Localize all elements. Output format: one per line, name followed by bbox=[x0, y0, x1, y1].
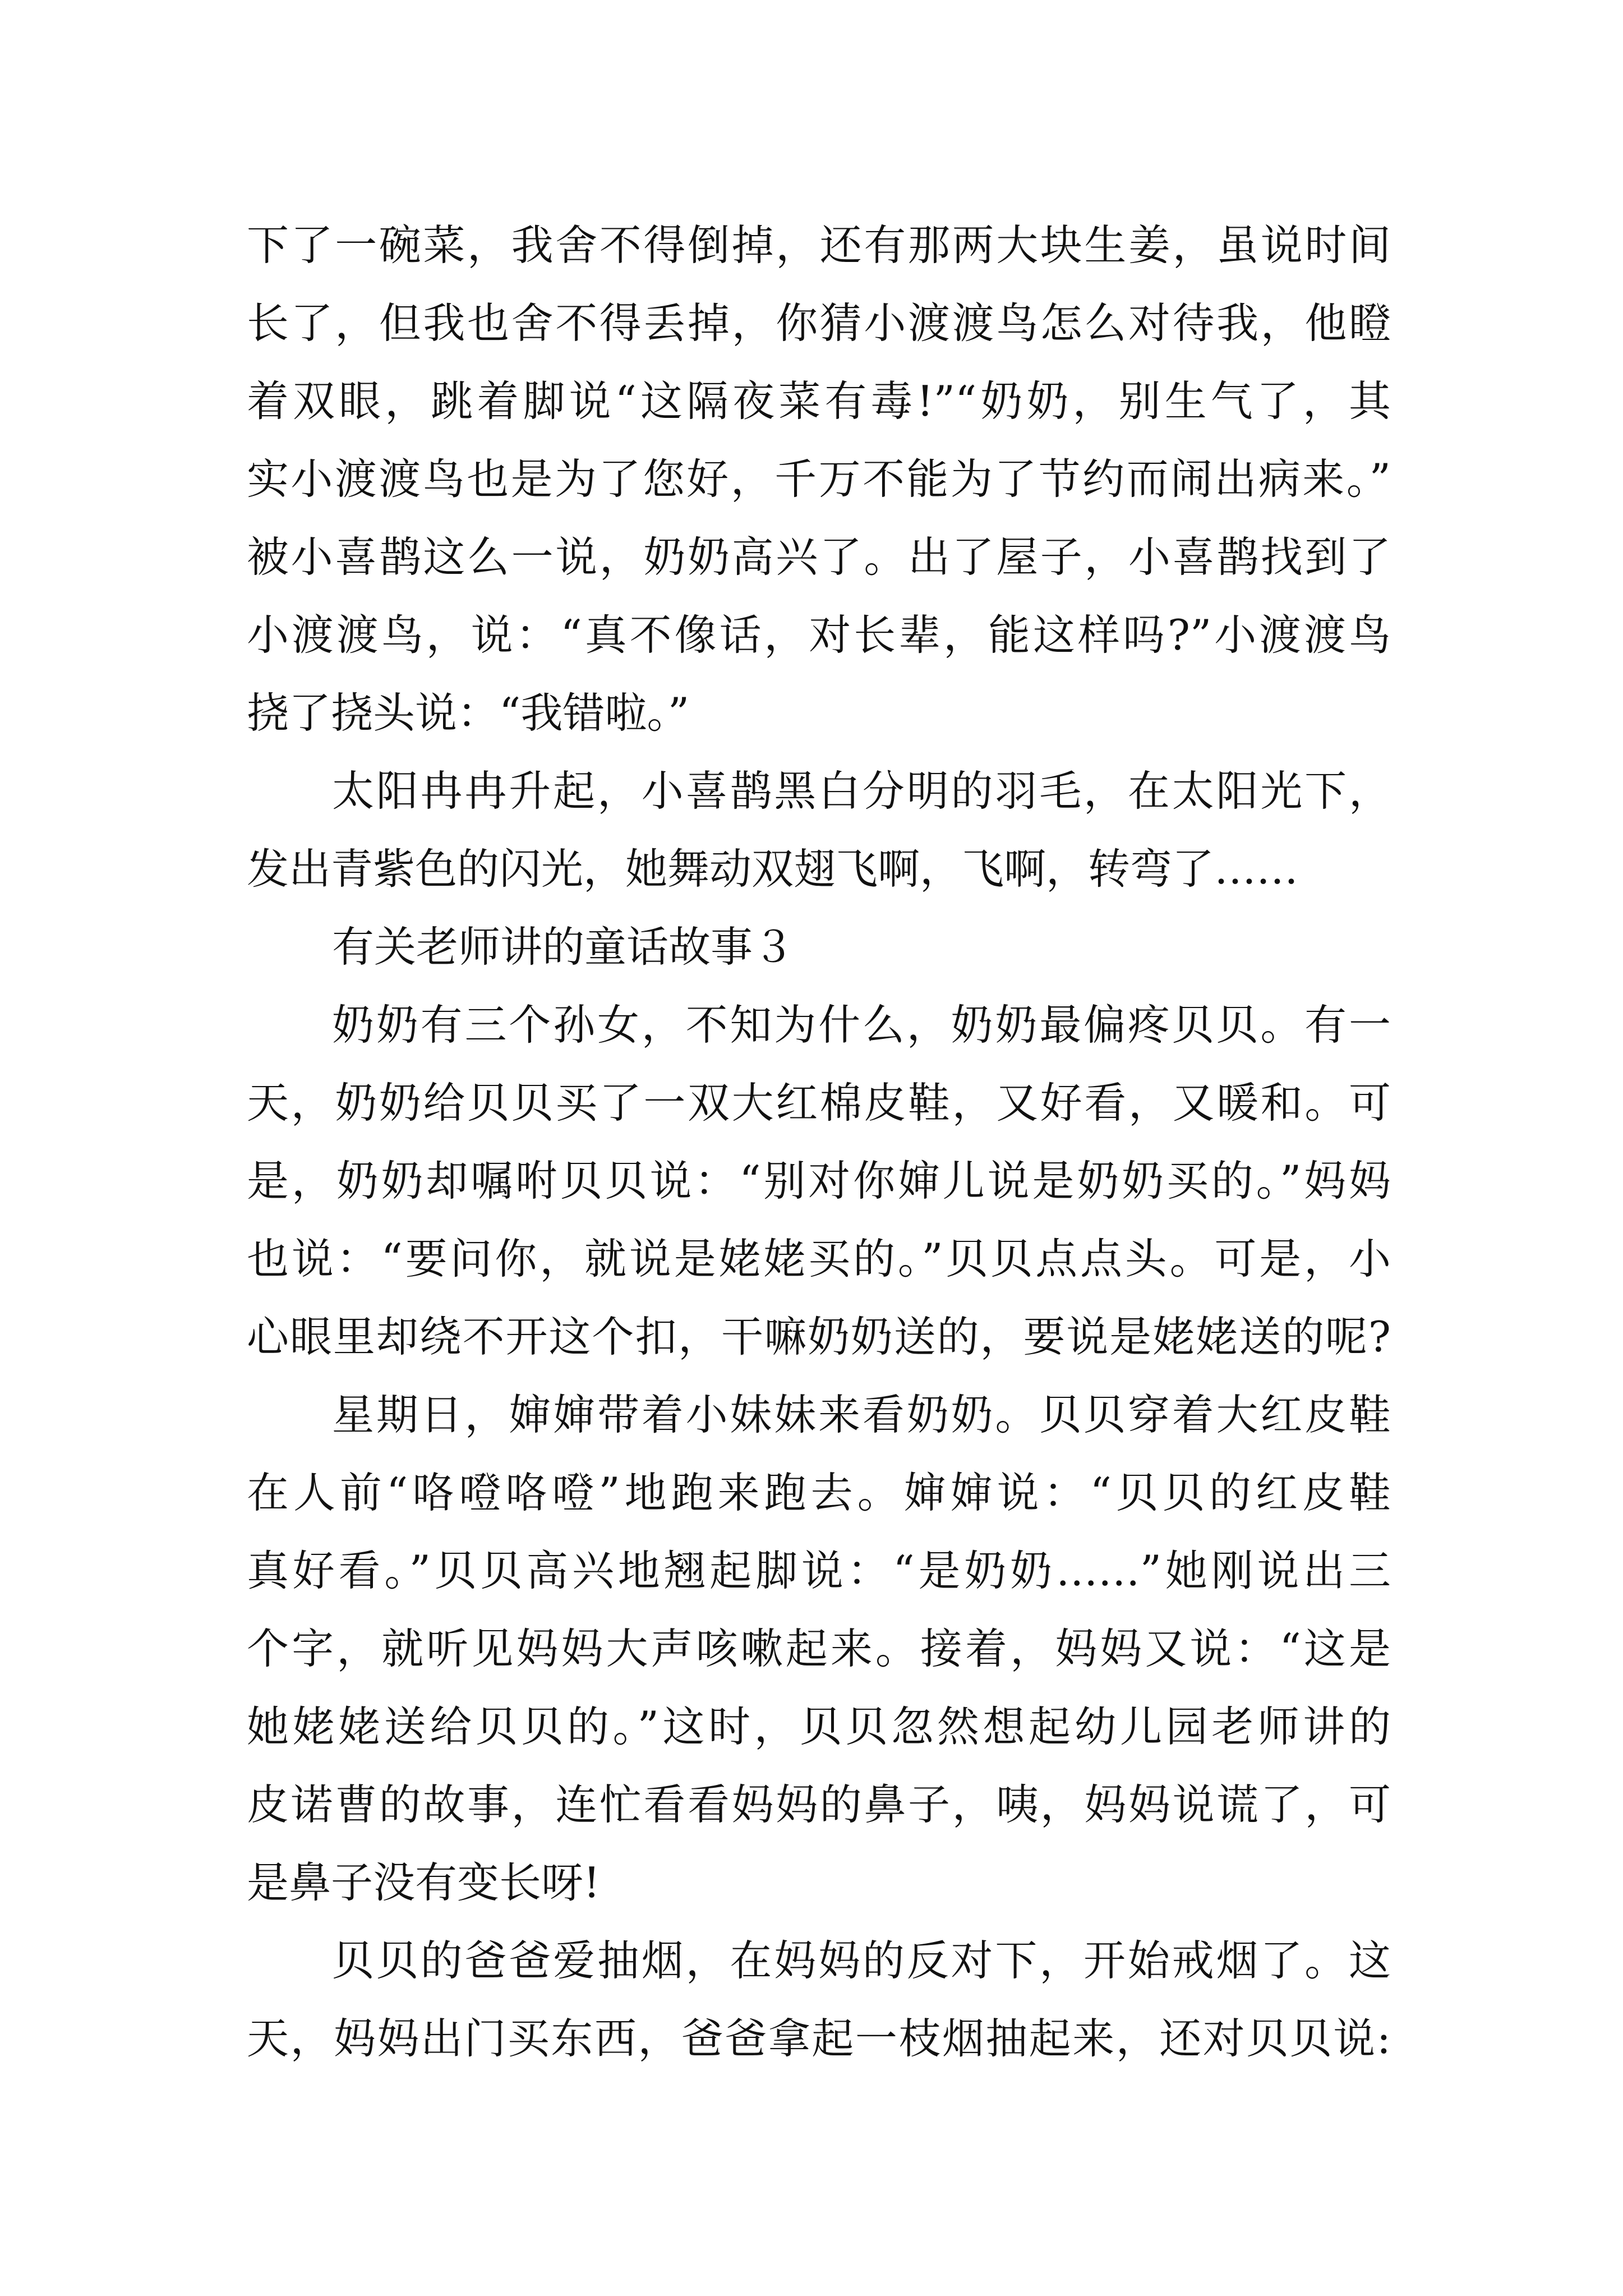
text-line: 皮诺曹的故事，连忙看看妈妈的鼻子，咦，妈妈说谎了，可 bbox=[247, 1780, 1391, 1829]
text-line: 个字，就听见妈妈大声咳嗽起来。接着，妈妈又说：“这是 bbox=[247, 1624, 1391, 1673]
text-line: 小渡渡鸟，说：“真不像话，对长辈，能这样吗?”小渡渡鸟 bbox=[247, 610, 1391, 660]
text-line: 星期日，婶婶带着小妹妹来看奶奶。贝贝穿着大红皮鞋 bbox=[332, 1390, 1391, 1439]
text-line: 挠了挠头说：“我错啦。” bbox=[247, 688, 690, 738]
text-line: 贝贝的爸爸爱抽烟，在妈妈的反对下，开始戒烟了。这 bbox=[332, 1936, 1391, 1985]
text-line: 是，奶奶却嘱咐贝贝说：“别对你婶儿说是奶奶买的。”妈妈 bbox=[247, 1156, 1391, 1205]
text-line: 太阳冉冉升起，小喜鹊黑白分明的羽毛，在太阳光下， bbox=[332, 766, 1391, 816]
text-line: 被小喜鹊这么一说，奶奶高兴了。出了屋子，小喜鹊找到了 bbox=[247, 532, 1391, 582]
text-line: 下了一碗菜，我舍不得倒掉，还有那两大块生姜，虽说时间 bbox=[247, 220, 1391, 270]
text-line: 在人前“咯噔咯噔”地跑来跑去。婶婶说：“贝贝的红皮鞋 bbox=[247, 1468, 1391, 1517]
text-line: 着双眼，跳着脚说“这隔夜菜有毒!”“奶奶，别生气了，其 bbox=[247, 376, 1391, 426]
text-line: 天，妈妈出门买东西，爸爸拿起一枝烟抽起来，还对贝贝说: bbox=[247, 2014, 1391, 2063]
text-line: 是鼻子没有变长呀! bbox=[247, 1858, 601, 1907]
text-line: 也说：“要问你，就说是姥姥买的。”贝贝点点头。可是，小 bbox=[247, 1234, 1391, 1283]
text-line: 奶奶有三个孙女，不知为什么，奶奶最偏疼贝贝。有一 bbox=[332, 1000, 1391, 1050]
text-line: 真好看。”贝贝高兴地翘起脚说：“是奶奶……”她刚说出三 bbox=[247, 1546, 1391, 1595]
story-text bbox=[247, 206, 1391, 2078]
text-line: 发出青紫色的闪光，她舞动双翅飞啊，飞啊，转弯了…… bbox=[247, 844, 1299, 894]
text-line: 心眼里却绕不开这个扣，干嘛奶奶送的，要说是姥姥送的呢? bbox=[247, 1312, 1391, 1361]
section-heading: 有关老师讲的童话故事３ bbox=[332, 922, 795, 972]
text-line: 长了，但我也舍不得丢掉，你猜小渡渡鸟怎么对待我，他瞪 bbox=[247, 298, 1391, 348]
text-line: 她姥姥送给贝贝的。”这时，贝贝忽然想起幼儿园老师讲的 bbox=[247, 1702, 1391, 1751]
text-line: 实小渡渡鸟也是为了您好，千万不能为了节约而闹出病来。” bbox=[247, 454, 1391, 504]
text-line: 天，奶奶给贝贝买了一双大红棉皮鞋，又好看，又暖和。可 bbox=[247, 1078, 1391, 1128]
